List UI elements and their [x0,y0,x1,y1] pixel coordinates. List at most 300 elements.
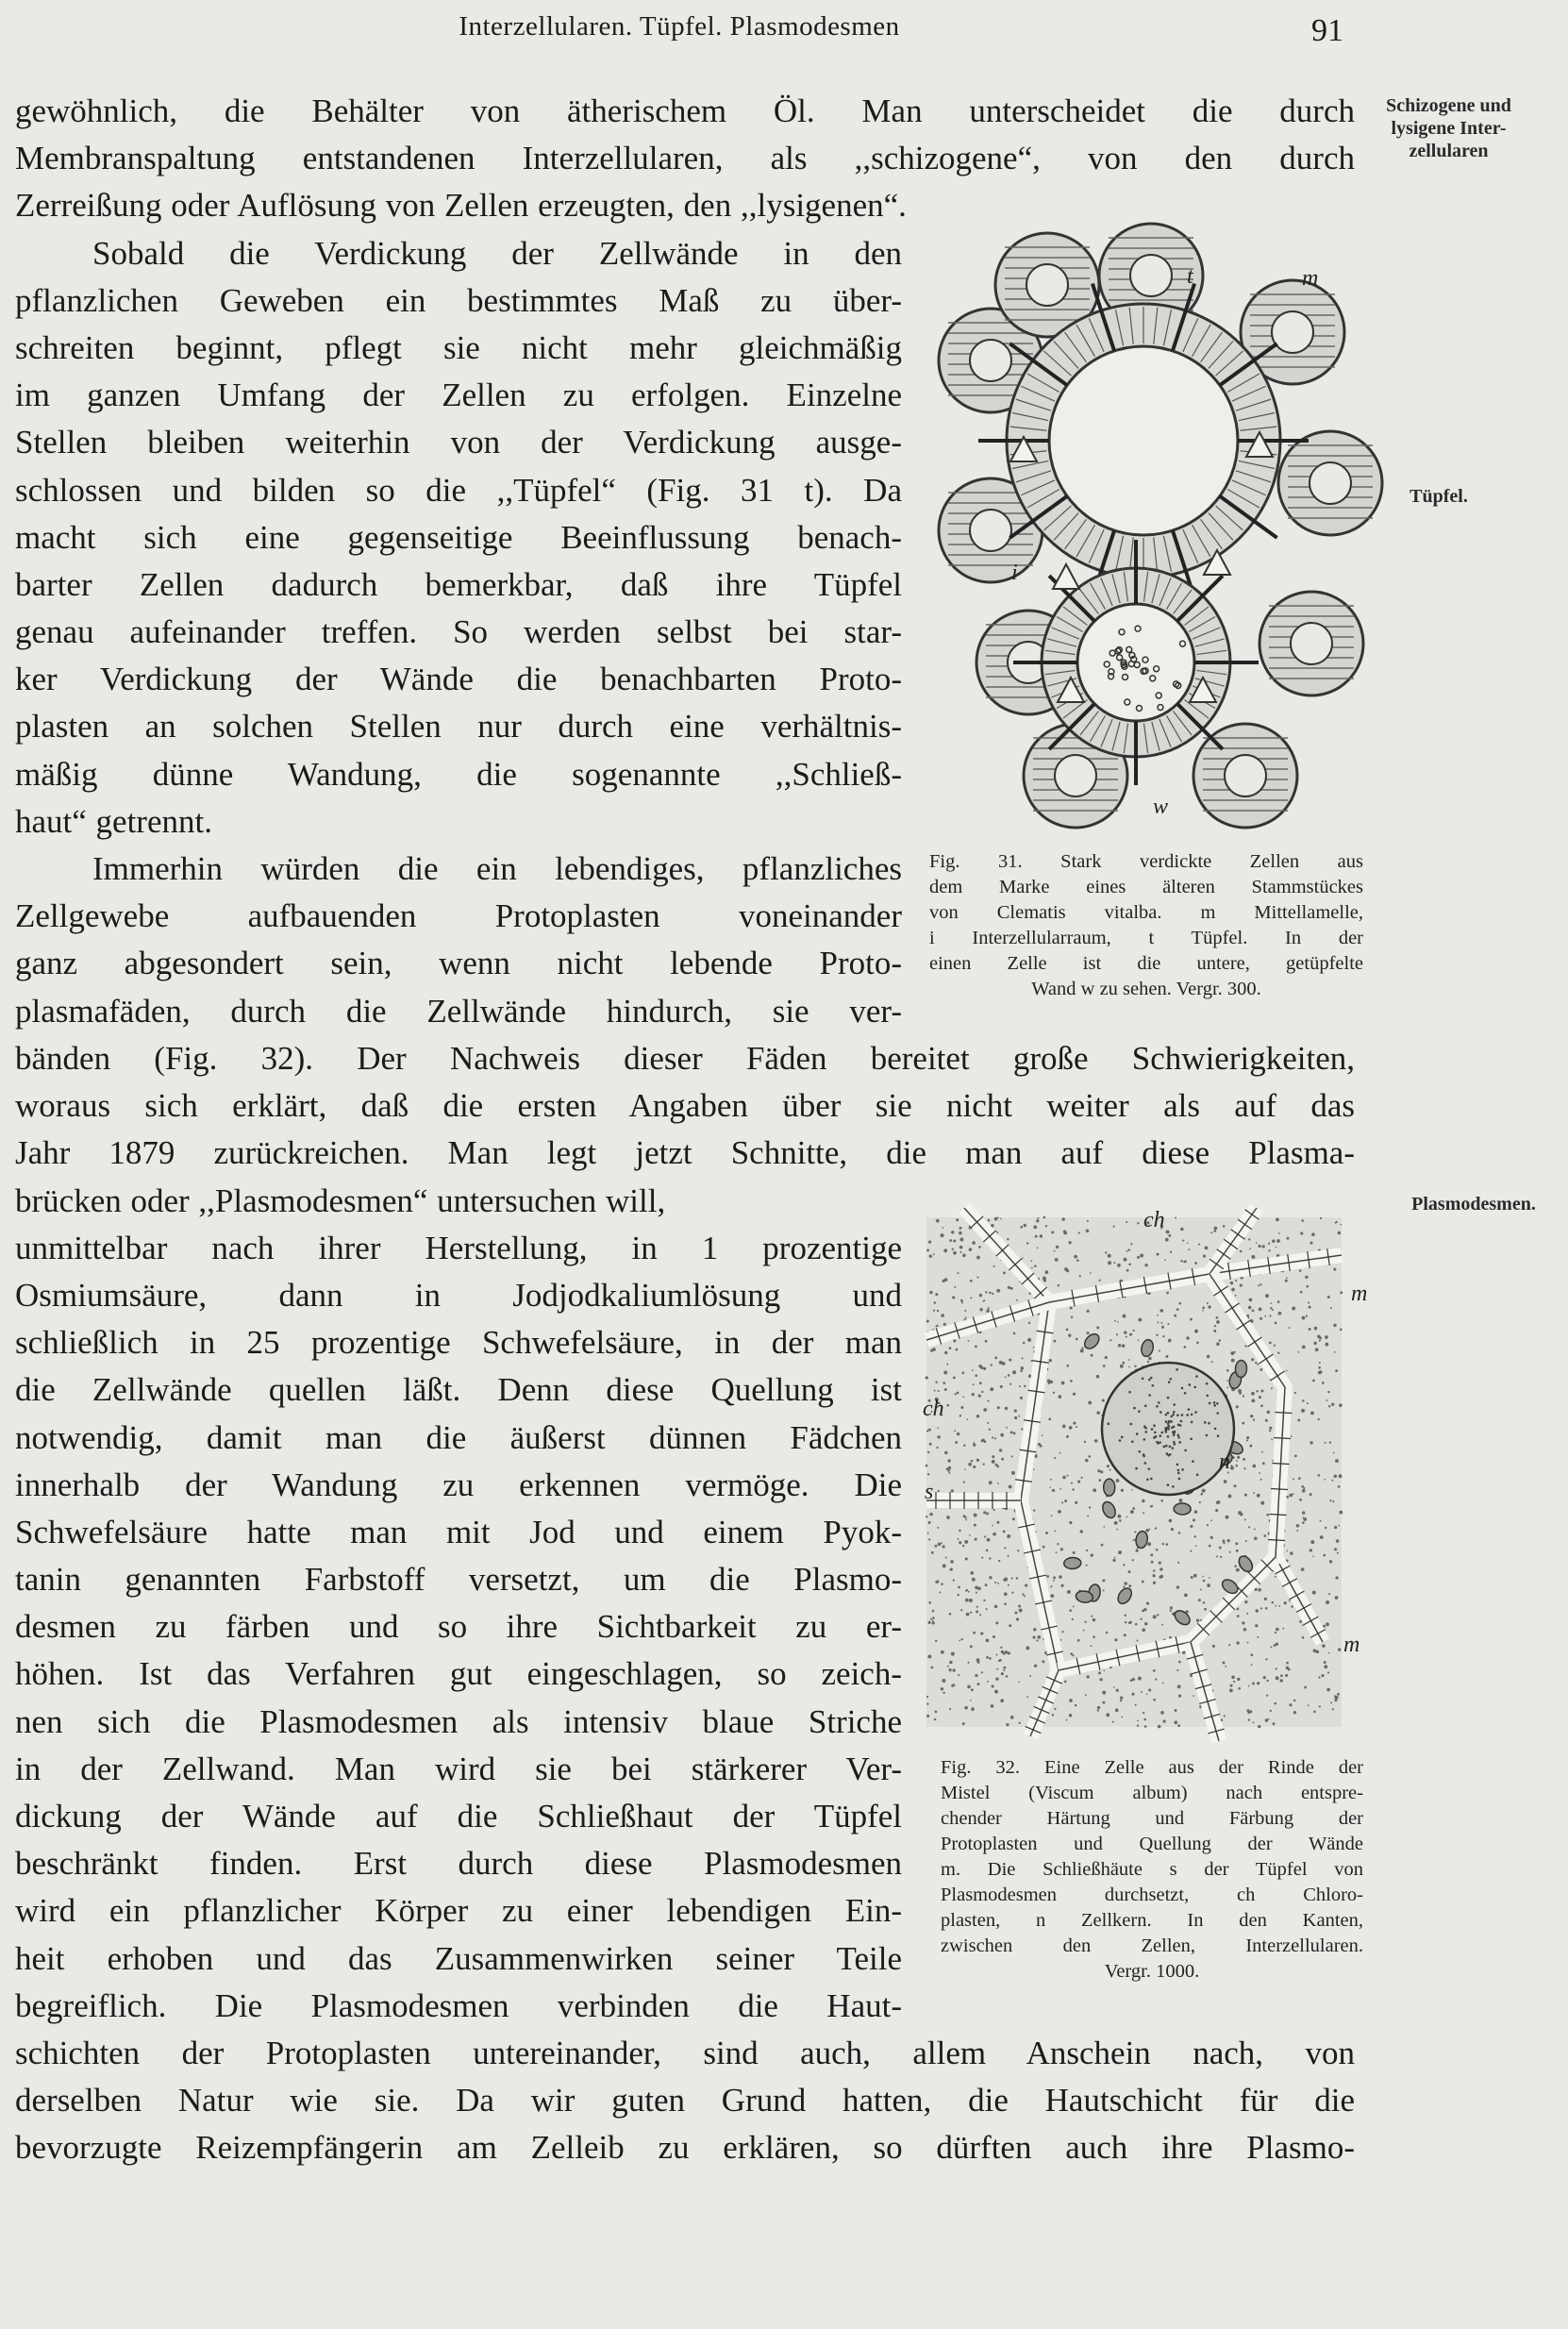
stipple-dot [1137,1256,1140,1259]
stipple-dot [1198,1244,1200,1246]
stipple-dot [1076,1259,1079,1262]
stipple-dot [1307,1402,1309,1404]
stipple-dot [943,1370,947,1374]
stipple-dot [1060,1639,1062,1641]
stipple-dot [1077,1481,1080,1483]
stipple-dot [964,1468,966,1470]
stipple-dot [1134,1365,1136,1366]
stipple-dot [1276,1676,1279,1680]
stipple-dot [1120,1697,1123,1700]
stipple-dot [950,1560,954,1564]
stipple-dot [1276,1667,1277,1669]
stipple-dot [984,1535,986,1537]
text-line: höhen. Ist das Verfahren gut eingeschlagen, so zeich- [15,1655,902,1693]
text-line: schließlich in 25 prozentige Schwefelsäure, in der man [15,1324,902,1362]
stipple-dot [1323,1554,1326,1557]
stipple-dot [1142,1581,1144,1583]
text-line: in der Zellwand. Man wird sie bei stärkerer Ver- [15,1750,902,1787]
stipple-dot [1132,1559,1134,1561]
stipple-dot [1050,1585,1052,1587]
stipple-dot [1132,1507,1135,1510]
stipple-dot [1300,1232,1303,1234]
stipple-dot [995,1621,998,1624]
stipple-dot [1238,1389,1242,1393]
stipple-dot [961,1301,963,1303]
stipple-dot [954,1286,956,1288]
stipple-dot [1032,1635,1035,1638]
chromatin-dot [1176,1464,1179,1466]
stipple-dot [1282,1628,1284,1630]
stipple-dot [1194,1330,1198,1333]
text-line: die Zellwände quellen läßt. Denn diese Quellung ist [15,1371,902,1409]
stipple-dot [958,1538,959,1540]
chromatin-dot [1143,1438,1146,1441]
stipple-dot [1186,1336,1189,1339]
stipple-dot [1240,1250,1243,1253]
stipple-dot [1171,1528,1174,1531]
stipple-dot [983,1299,985,1301]
stipple-dot [1318,1371,1321,1374]
stipple-dot [946,1467,949,1470]
stipple-dot [959,1238,963,1242]
stipple-dot [1268,1249,1270,1251]
stipple-dot [926,1249,929,1252]
stipple-dot [974,1524,976,1527]
stipple-dot [1252,1310,1255,1313]
stipple-dot [970,1571,974,1575]
stipple-dot [1327,1296,1330,1299]
stipple-dot [1335,1459,1339,1463]
stipple-dot [1296,1530,1298,1532]
stipple-dot [1153,1569,1156,1572]
stipple-dot [1090,1272,1092,1274]
chromatin-dot [1167,1425,1170,1428]
stipple-dot [1143,1718,1146,1721]
stipple-dot [1037,1248,1039,1249]
stipple-dot [1257,1494,1260,1498]
stipple-dot [1293,1700,1296,1702]
stipple-dot [1045,1532,1048,1534]
stipple-dot [1059,1575,1062,1579]
stipple-dot [1330,1701,1332,1703]
stipple-dot [1271,1387,1273,1389]
chromatin-dot [1217,1434,1220,1437]
stipple-dot [994,1437,996,1439]
stipple-dot [1121,1717,1123,1718]
stipple-dot [976,1256,980,1260]
stipple-dot [941,1233,944,1237]
stipple-dot [1262,1462,1265,1465]
stipple-dot [1333,1268,1336,1271]
stipple-dot [1167,1323,1169,1325]
stipple-dot [1177,1724,1180,1727]
text-line: bänden (Fig. 32). Der Nachweis dieser Fäden bereitet große Schwierigkeiten, [15,1040,1355,1077]
stipple-dot [1008,1374,1010,1377]
stipple-dot [932,1610,935,1613]
chromatin-dot [1156,1405,1159,1408]
chromatin-dot [1196,1474,1199,1477]
stipple-dot [964,1540,968,1544]
chromatin-dot [1178,1441,1181,1444]
stipple-dot [965,1599,969,1602]
stipple-dot [1312,1555,1314,1557]
text-line: Osmiumsäure, dann in Jodjodkaliumlösung und [15,1276,902,1314]
stipple-dot [1008,1584,1009,1586]
text-line: gewöhnlich, die Behälter von ätherischem Öl. Man unterscheidet die durch [15,92,1355,129]
stipple-dot [1200,1589,1202,1591]
stipple-dot [1014,1416,1017,1419]
stipple-dot [1147,1542,1151,1546]
stipple-dot [1117,1515,1121,1518]
stipple-dot [1009,1383,1011,1385]
stipple-dot [1014,1409,1017,1412]
stipple-dot [1245,1540,1247,1542]
stipple-dot [1091,1354,1093,1357]
chromatin-dot [1174,1443,1176,1446]
stipple-dot [1251,1653,1254,1656]
stipple-dot [1096,1326,1099,1329]
figure-32-caption [941,1755,1363,1985]
stipple-dot [994,1356,997,1359]
stipple-dot [1165,1355,1168,1358]
chromatin-dot [1167,1435,1170,1438]
stipple-dot [979,1382,982,1384]
text-line: pflanzlichen Geweben ein bestimmtes Maß zu über- [15,281,902,319]
chromatin-dot [1184,1392,1187,1395]
stipple-dot [1296,1524,1300,1528]
stipple-dot [1207,1302,1209,1304]
stipple-dot [1019,1385,1021,1387]
chromatin-dot [1206,1395,1209,1398]
stipple-dot [1050,1479,1052,1481]
text-line: notwendig, damit man die äußerst dünnen Fädchen [15,1418,902,1456]
chromatin-dot [1148,1379,1151,1382]
stipple-dot [1168,1234,1171,1237]
stipple-dot [1066,1719,1068,1721]
text-line: Schwefelsäure hatte man mit Jod und einem Pyok- [15,1513,902,1550]
chromatin-dot [1159,1411,1162,1414]
stipple-dot [1159,1567,1162,1570]
stipple-dot [1122,1315,1126,1318]
chromatin-dot [1129,1423,1132,1426]
neighbor-lumen [1272,311,1313,353]
stipple-dot [1236,1550,1239,1552]
figure-label-s: s [925,1480,934,1504]
stipple-dot [1315,1348,1319,1351]
stipple-dot [1042,1660,1044,1663]
stipple-dot [1224,1480,1227,1483]
stipple-dot [1259,1396,1261,1399]
chromatin-dot [1169,1453,1172,1456]
stipple-dot [1257,1364,1259,1366]
stipple-dot [1025,1584,1027,1587]
stipple-dot [1253,1419,1255,1421]
stipple-dot [1098,1671,1101,1674]
stipple-dot [1165,1543,1168,1546]
stipple-dot [944,1388,947,1391]
stipple-dot [986,1550,989,1552]
stipple-dot [927,1655,931,1659]
stipple-dot [1193,1518,1195,1521]
stipple-dot [934,1301,937,1304]
stipple-dot [983,1408,987,1412]
stipple-dot [1313,1342,1316,1345]
chromatin-dot [1121,1436,1124,1439]
stipple-dot [1113,1226,1115,1228]
stipple-dot [1124,1634,1126,1636]
stipple-dot [1248,1298,1252,1301]
stipple-dot [1240,1283,1243,1286]
caption-line: Fig. 32. Eine Zelle aus der Rinde der [941,1757,1363,1778]
stipple-dot [1018,1604,1021,1607]
running-title: Interzellularen. Tüpfel. Plasmodesmen [459,11,900,42]
stipple-dot [1329,1500,1331,1501]
chromatin-dot [1177,1472,1180,1475]
stipple-dot [1037,1217,1039,1219]
stipple-dot [1142,1628,1145,1632]
stipple-dot [1272,1601,1275,1604]
stipple-dot [1114,1638,1117,1641]
stipple-dot [1114,1557,1116,1559]
stipple-dot [1108,1261,1111,1265]
stipple-dot [997,1583,999,1584]
chromatin-dot [1153,1424,1156,1427]
stipple-dot [1120,1365,1124,1368]
stipple-dot [1299,1269,1302,1272]
stipple-dot [1335,1596,1339,1600]
chromatin-dot [1195,1375,1198,1378]
stipple-dot [1222,1662,1225,1665]
stipple-dot [1137,1720,1139,1722]
stipple-dot [1160,1322,1162,1324]
chromatin-dot [1166,1452,1169,1455]
stipple-dot [1337,1693,1340,1696]
stipple-dot [1135,1704,1137,1706]
stipple-dot [1233,1681,1235,1683]
stipple-dot [1337,1552,1339,1554]
stipple-dot [1320,1217,1322,1219]
stipple-dot [930,1618,932,1620]
stipple-dot [951,1652,955,1656]
stipple-dot [1103,1526,1105,1528]
stipple-dot [1223,1542,1225,1544]
stipple-dot [962,1372,965,1375]
stipple-dot [1096,1411,1099,1414]
stipple-dot [1140,1254,1143,1258]
stipple-dot [1276,1628,1279,1632]
stipple-dot [1059,1488,1061,1490]
stipple-dot [1168,1339,1172,1343]
chromatin-dot [1191,1414,1193,1416]
stipple-dot [1020,1397,1023,1399]
stipple-dot [994,1217,998,1221]
stipple-dot [1335,1369,1338,1372]
stipple-dot [1328,1405,1331,1408]
stipple-dot [1086,1230,1090,1233]
stipple-dot [958,1272,959,1274]
stipple-dot [1203,1580,1206,1583]
stipple-dot [1227,1539,1230,1542]
stipple-dot [938,1390,940,1392]
stipple-dot [1138,1339,1140,1341]
stipple-dot [1144,1725,1147,1728]
stipple-dot [1070,1380,1073,1382]
stipple-dot [1275,1632,1276,1634]
stipple-dot [1338,1525,1340,1527]
stipple-dot [1271,1646,1273,1648]
stipple-dot [1023,1342,1025,1344]
stipple-dot [971,1688,974,1691]
stipple-dot [1138,1677,1142,1681]
text-line: innerhalb der Wandung zu erkennen vermöge. Die [15,1466,902,1503]
stipple-dot [1272,1240,1275,1243]
stipple-dot [1144,1622,1147,1625]
stipple-dot [1324,1661,1326,1664]
text-line: barter Zellen dadurch bemerkbar, daß ihre Tüpfel [15,565,902,603]
chromatin-dot [1180,1420,1183,1423]
stipple-dot [956,1218,959,1221]
stipple-dot [976,1606,978,1608]
stipple-dot [1090,1645,1092,1647]
stipple-dot [1125,1615,1126,1617]
stipple-dot [1302,1521,1305,1524]
stipple-dot [935,1293,938,1296]
stipple-dot [975,1674,977,1677]
stipple-dot [1275,1322,1277,1325]
stipple-dot [962,1545,964,1547]
stipple-dot [1225,1666,1226,1667]
stipple-dot [1143,1512,1144,1514]
stipple-dot [1128,1263,1131,1265]
stipple-dot [1001,1458,1004,1461]
stipple-dot [1277,1300,1280,1303]
stipple-dot [1266,1695,1268,1697]
text-line: nen sich die Plasmodesmen als intensiv blaue Striche [15,1702,902,1740]
stipple-dot [1157,1315,1159,1316]
stipple-dot [965,1519,967,1521]
stipple-dot [1113,1686,1115,1688]
stipple-dot [1088,1400,1092,1404]
chromatin-dot [1191,1421,1193,1424]
stipple-dot [980,1632,983,1634]
stipple-dot [1033,1509,1035,1511]
stipple-dot [978,1365,982,1368]
stipple-dot [926,1702,928,1704]
stipple-dot [929,1513,933,1516]
stipple-dot [1054,1250,1056,1252]
stipple-dot [1246,1613,1248,1615]
stipple-dot [946,1516,950,1519]
stipple-dot [1096,1375,1100,1379]
stipple-dot [1073,1421,1076,1424]
stipple-dot [1180,1260,1182,1262]
stipple-dot [1129,1333,1132,1336]
stipple-dot [1091,1616,1093,1617]
stipple-dot [1334,1699,1337,1701]
stipple-dot [1329,1560,1332,1563]
stipple-dot [1128,1570,1131,1573]
stipple-dot [1196,1619,1199,1622]
stipple-dot [1087,1675,1090,1678]
stipple-dot [1128,1366,1130,1368]
stipple-dot [1302,1511,1305,1514]
neighbor-lumen [1309,462,1351,504]
chromatin-dot [1165,1445,1168,1448]
stipple-dot [949,1668,952,1671]
stipple-dot [1222,1539,1225,1542]
stipple-dot [1269,1427,1272,1430]
stipple-dot [1170,1251,1172,1253]
stipple-dot [955,1441,958,1444]
stipple-dot [1069,1699,1073,1702]
stipple-dot [1079,1275,1081,1277]
stipple-dot [1237,1615,1240,1617]
stipple-dot [985,1583,988,1586]
stipple-dot [1012,1370,1016,1374]
stipple-dot [984,1440,987,1443]
text-line: genau aufeinander treffen. So werden selbst bei star- [15,613,902,651]
stipple-dot [944,1451,948,1455]
text-line: schichten der Protoplasten untereinander, sind auch, allem Anschein nach, von [15,2035,1355,2071]
stipple-dot [994,1690,998,1694]
chromatin-dot [1144,1462,1147,1465]
stipple-dot [1313,1711,1316,1714]
caption-line: Vergr. 1000. [1104,1961,1200,1982]
stipple-dot [1300,1291,1303,1294]
stipple-dot [1132,1693,1135,1696]
margin-note-line: lysigene Inter- [1391,118,1507,139]
stipple-dot [1050,1381,1053,1383]
stipple-dot [928,1601,931,1604]
stipple-dot [959,1640,960,1642]
stipple-dot [1013,1432,1016,1434]
stipple-dot [1216,1501,1219,1504]
stipple-dot [960,1299,963,1302]
stipple-dot [942,1280,945,1282]
stipple-dot [1035,1235,1038,1238]
stipple-dot [1341,1224,1343,1226]
stipple-dot [1269,1315,1271,1316]
stipple-dot [942,1564,946,1567]
stipple-dot [1193,1574,1197,1578]
stipple-dot [986,1608,988,1610]
page-number: 91 [1311,13,1343,48]
stipple-dot [1237,1456,1240,1459]
stipple-dot [1156,1334,1158,1336]
stipple-dot [973,1383,975,1385]
stipple-dot [959,1246,963,1249]
stipple-dot [1050,1594,1054,1598]
text-block-plasmodesmen-intro [15,1035,1355,1178]
stipple-dot [987,1399,989,1401]
stipple-dot [1052,1489,1055,1492]
stipple-dot [1207,1583,1210,1587]
stipple-dot [1226,1386,1228,1388]
stipple-dot [1327,1671,1329,1673]
stipple-dot [1062,1425,1066,1429]
stipple-dot [1034,1665,1037,1667]
stipple-dot [978,1394,981,1397]
stipple-dot [1251,1664,1253,1666]
stipple-dot [1259,1368,1262,1371]
stipple-dot [981,1671,983,1673]
stipple-dot [985,1291,987,1293]
stipple-dot [976,1592,977,1594]
stipple-dot [1289,1327,1291,1329]
chromatin-dot [1184,1449,1187,1452]
stipple-dot [1102,1701,1105,1704]
stipple-dot [1022,1593,1024,1595]
